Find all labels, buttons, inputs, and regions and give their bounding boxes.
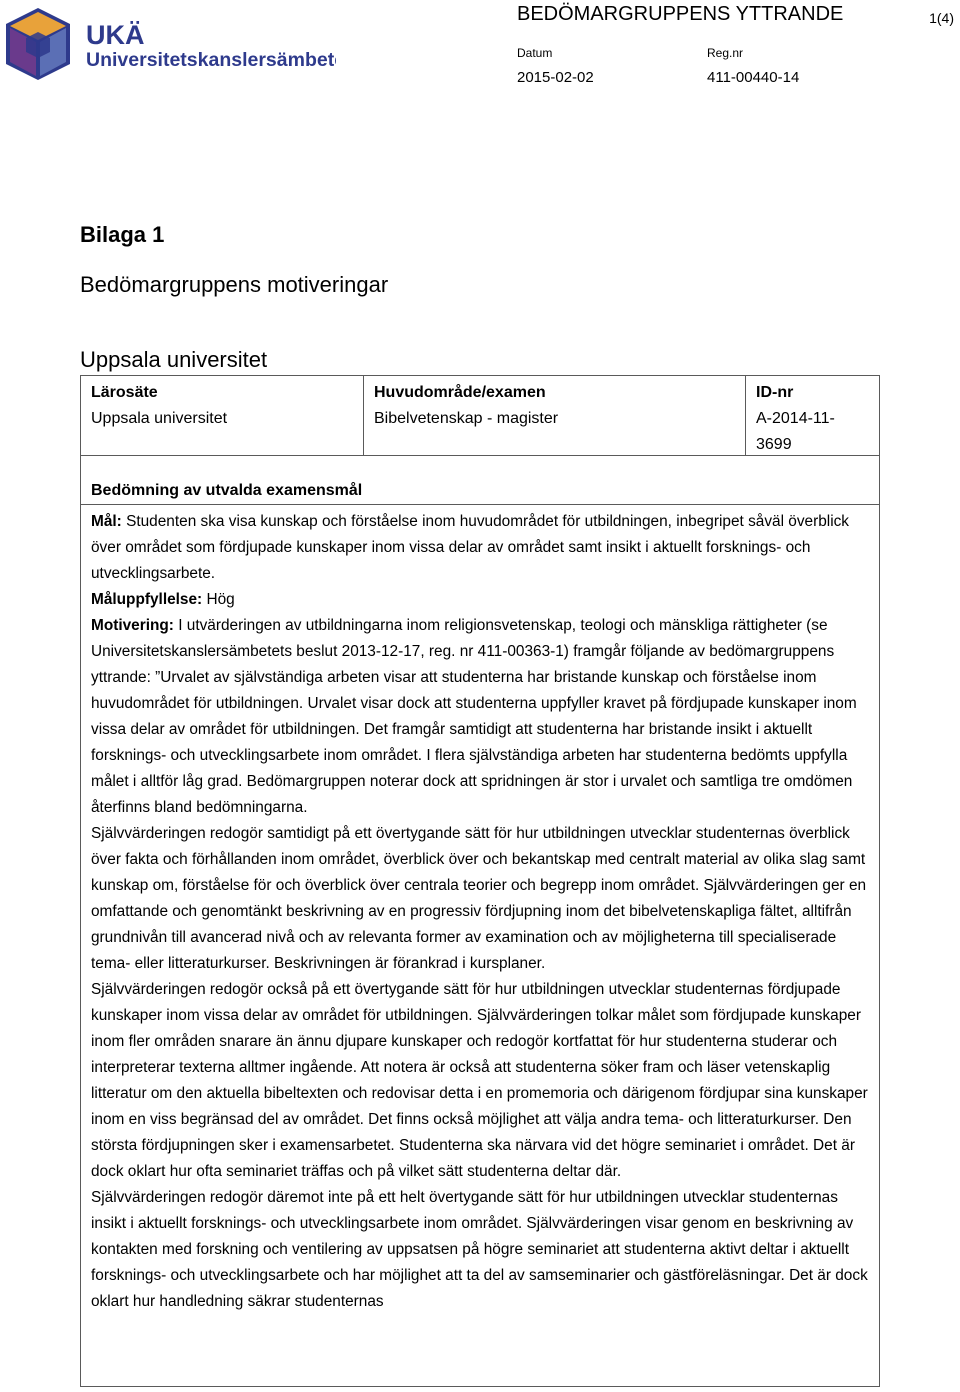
id-label: ID-nr (756, 384, 794, 401)
goal-text: Studenten ska visa kunskap och förståelse inom huvudområdet för utbildningen, inbegripet såväl överblick över området som fördjupade kunskaper inom vissa delar av området samt insikt i aktuellt forsknings- och utvecklingsarbete. (91, 513, 850, 582)
fulfillment-paragraph (91, 587, 876, 613)
regnr-value: 411-00440-14 (707, 69, 800, 86)
appendix-title: Bilaga 1 (80, 222, 165, 247)
date-label: Datum (517, 46, 553, 60)
fulfillment-label: Måluppfyllelse: (91, 591, 203, 608)
goal-paragraph (91, 509, 876, 587)
huvudomrade-label: Huvudområde/examen (374, 384, 546, 401)
fulfillment-value: Hög (206, 591, 235, 608)
document-title: BEDÖMARGRUPPENS YTTRANDE (517, 3, 844, 25)
table-cell-huvudomrade (363, 376, 745, 455)
table-header-row (81, 376, 879, 456)
goal-label: Mål: (91, 513, 122, 530)
date-value: 2015-02-02 (517, 69, 594, 86)
motivation-paragraph (91, 613, 876, 821)
motivation-label: Motivering: (91, 617, 174, 634)
page-number: 1(4) (929, 10, 954, 26)
section-heading: Bedömning av utvalda examensmål (81, 455, 879, 505)
motivation-text: I utvärderingen av utbildningarna inom religionsvetenskap, teologi och mänskliga rättigheter (se Universitetskanslersämbetets beslut 2013-12-17, reg. nr 411-00363-1) framgår följande av bedömargruppens yttrande: ”Urvalet av självständiga arbeten visar att studenterna har bristande kunskap och förståelse inom huvudområdet för utbildningen. Urvalet visar dock att studenterna uppfyller kravet på fördjupade kunskaper inom vissa delar av området för utbildningen. Det framgår samtidigt att studenterna har bristande insikt i aktuellt forsknings- och utvecklingsarbete inom området. I flera självständiga arbeten har studenterna bedömts uppfylla målet i alltför låg grad. Bedömargruppen noterar dock att spridningen är stor i urvalet och samtliga tre omdömen återfinns bland bedömningarna. (91, 617, 857, 816)
uka-logo (6, 6, 336, 86)
uka-logo-icon (6, 6, 336, 86)
body-paragraph: Självvärderingen redogör också på ett övertygande sätt för hur utbildningen utvecklar studenternas fördjupade kunskaper inom vissa delar av området för utbildningen. Självvärderingen tolkar målet som fördjupade kunskaper inom fler områden snarare än ännu djupare kunskaper och redogör kortfattat för hur studenterna studerar och interpreterar texterna alltmer ingående. Att notera är också att studenterna söker fram och läser vetenskaplig litteratur om den aktuella bibeltexten och redovisar detta i en promemoria och därigenom fördjupar sina kunskaper inom en viss begränsad del av området. Det finns också möjlighet att välja andra tema- och litteraturkurser. Den största fördjupningen sker i examensarbetet. Studenterna ska närvara vid det högre seminariet i området. Det är dock oklart hur ofta seminariet träffas och på vilket sätt studenterna deltar där. (91, 981, 868, 1180)
assessment-table (80, 375, 880, 1387)
larosate-label: Lärosäte (91, 384, 158, 401)
regnr-label: Reg.nr (707, 46, 744, 60)
body-paragraph: Självvärderingen redogör däremot inte på ett helt övertygande sätt för hur utbildningen utvecklar studenternas insikt i aktuellt forsknings- och utvecklingsarbete inom området. Självvärderingen visar genom en beskrivning av kontakten med forskning och ventilering av uppsatsen på högre seminariet att studenterna aktivt deltar i aktuellt forsknings- och utvecklingsarbete och har möjlighet att ta del av samseminarier och gästföreläsningar. Det är dock oklart hur handledning säkrar studenternas (91, 1189, 868, 1310)
table-cell-id (745, 376, 879, 455)
huvudomrade-value: Bibelvetenskap - magister (374, 410, 559, 427)
logo-name: Universitetskanslersämbetet (86, 49, 336, 71)
university-heading: Uppsala universitet (80, 347, 268, 372)
page-subtitle: Bedömargruppens motiveringar (80, 272, 389, 297)
larosate-value: Uppsala universitet (91, 410, 228, 427)
logo-acronym: UKÄ (86, 20, 145, 50)
id-value: A-2014-11-3699 (756, 410, 835, 453)
table-cell-larosate (81, 376, 363, 455)
assessment-body (91, 509, 876, 1315)
body-paragraph: Självvärderingen redogör samtidigt på ett övertygande sätt för hur utbildningen utvecklar studenternas överblick över fakta och förhållanden inom området, överblick över och bekantskap med centralt material av olika slag samt kunskap om, förståelse för och överblick över centrala teorier och begrepp inom området. Självvärderingen ger en omfattande och genomtänkt beskrivning av en progressiv fördjupning inom det bibelvetenskapliga fältet, alltifrån grundnivån till avancerad nivå och av relevanta former av examination och av möjligheterna till specialiserade tema- eller litteraturkurser. Beskrivningen är förankrad i kursplaner. (91, 825, 867, 972)
